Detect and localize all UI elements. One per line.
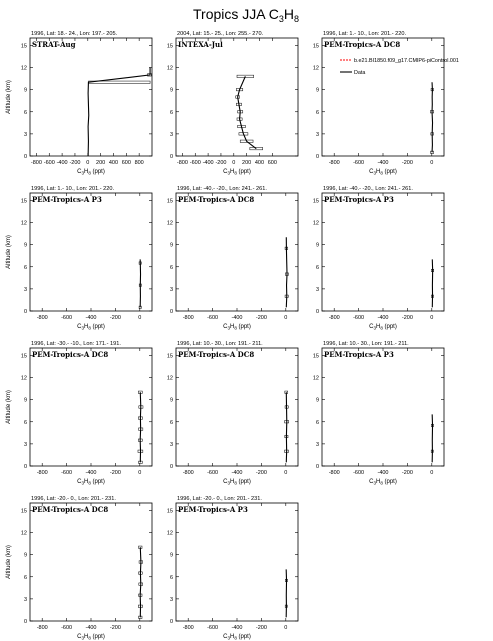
data-layer <box>431 414 433 462</box>
y-tick-label: 15 <box>166 353 173 360</box>
x-tick-label: -800 <box>182 470 194 476</box>
x-tick-label: -400 <box>377 160 389 166</box>
x-tick-label: -400 <box>231 625 243 631</box>
panel-header: 1996, Lat: -40.- -20., Lon: 241.- 261. <box>177 186 267 192</box>
data-layer <box>236 75 263 150</box>
experiment-label: PEM-Tropics-A DC8 <box>32 350 109 359</box>
experiment-label: STRAT-Aug <box>32 40 76 49</box>
x-tick-label: -600 <box>353 315 365 321</box>
y-tick-label: 3 <box>169 286 173 293</box>
chart-panel <box>167 341 298 486</box>
x-tick-label: 0 <box>430 315 434 321</box>
plot-frame <box>176 503 298 621</box>
y-tick-label: 9 <box>315 397 319 404</box>
x-axis-label-sub2: 8 <box>88 635 91 641</box>
experiment-label: PEM-Tropics-A DC8 <box>178 350 255 359</box>
x-tick-label: 200 <box>96 160 106 166</box>
x-axis-label-unit: (ppt) <box>90 169 105 175</box>
y-tick-label: 9 <box>169 87 173 94</box>
x-axis-label-unit: (ppt) <box>236 324 251 330</box>
x-tick-label: -400 <box>85 315 97 321</box>
x-tick-label: -200 <box>69 160 81 166</box>
x-tick-label: -800 <box>328 160 340 166</box>
chart-panel <box>313 341 444 486</box>
y-tick-label: 12 <box>312 65 319 72</box>
x-tick-label: -200 <box>109 625 121 631</box>
x-axis-label-sub1: 3 <box>227 170 230 176</box>
chart-panel <box>313 31 459 176</box>
chart-panel <box>167 496 298 641</box>
x-tick-label: -400 <box>56 160 68 166</box>
x-tick-label: -400 <box>85 470 97 476</box>
x-tick-label: -800 <box>36 470 48 476</box>
x-axis-label <box>223 634 251 641</box>
plot-frame <box>322 38 444 156</box>
panel-header: 2004, Lat: 15.- 25., Lon: 255.- 270. <box>177 31 264 37</box>
plot-frame <box>176 38 298 156</box>
x-axis-label-sub2: 8 <box>88 480 91 486</box>
y-tick-label: 3 <box>23 286 27 293</box>
x-axis-label-unit: (ppt) <box>236 479 251 485</box>
x-axis-label-unit: (ppt) <box>236 634 251 640</box>
y-tick-label: 0 <box>23 309 27 315</box>
experiment-label: INTEXA-Jul <box>178 40 223 49</box>
x-tick-label: -800 <box>182 625 194 631</box>
y-tick-label: 6 <box>315 109 319 116</box>
x-axis-label <box>369 324 397 331</box>
y-tick-label: 12 <box>20 65 27 72</box>
experiment-label: PEM-Tropics-A P3 <box>324 350 394 359</box>
x-axis-label-mid: H <box>229 324 235 330</box>
panel-header: 1996, Lat: -20.- 0., Lon: 201.- 231. <box>31 496 116 502</box>
y-tick-label: 15 <box>312 353 319 360</box>
x-axis-label <box>77 169 105 176</box>
y-tick-label: 3 <box>23 131 27 138</box>
y-tick-label: 0 <box>169 464 173 470</box>
figure-title-sub1: 3 <box>278 14 284 24</box>
y-tick-label: 12 <box>20 530 27 537</box>
data-series-line <box>238 76 257 148</box>
x-tick-label: -800 <box>36 625 48 631</box>
x-tick-label: 0 <box>430 470 434 476</box>
x-axis-label-mid: H <box>229 479 235 485</box>
plot-frame <box>322 193 444 311</box>
chart-panel <box>6 186 152 331</box>
x-tick-label: 800 <box>134 160 144 166</box>
y-axis-label: Altitude (km) <box>6 235 12 269</box>
y-tick-label: 6 <box>169 574 173 581</box>
x-axis-label <box>77 324 105 331</box>
chart-panel <box>167 186 298 331</box>
y-tick-label: 3 <box>315 131 319 138</box>
y-tick-label: 6 <box>169 264 173 271</box>
x-tick-label: -600 <box>207 315 219 321</box>
x-axis-label <box>223 479 251 486</box>
x-tick-label: -200 <box>401 470 413 476</box>
x-tick-label: 200 <box>242 160 252 166</box>
y-tick-label: 15 <box>20 508 27 515</box>
y-tick-label: 6 <box>315 264 319 271</box>
x-axis-label-mid: H <box>83 169 89 175</box>
panel-header: 1996, Lat: -20.- 0., Lon: 201.- 231. <box>177 496 262 502</box>
legend-model-label: b.e21.BI1850.f09_g17.CMIP6-piControl.001 <box>354 58 459 64</box>
plot-frame <box>30 38 152 156</box>
y-tick-label: 15 <box>166 43 173 50</box>
x-axis-label-main: C <box>77 479 82 485</box>
chart-panel <box>167 31 298 176</box>
x-tick-label: -800 <box>328 470 340 476</box>
data-layer <box>138 391 143 463</box>
y-tick-label: 3 <box>169 441 173 448</box>
x-axis-label-sub2: 8 <box>88 325 91 331</box>
x-tick-label: 600 <box>267 160 277 166</box>
x-tick-label: -600 <box>353 160 365 166</box>
x-axis-label-mid: H <box>229 634 235 640</box>
x-axis-label-mid: H <box>83 634 89 640</box>
data-layer <box>139 259 141 308</box>
x-axis-label-mid: H <box>229 169 235 175</box>
x-tick-label: -400 <box>202 160 214 166</box>
x-tick-label: -600 <box>207 625 219 631</box>
x-axis-label <box>77 634 105 641</box>
x-axis-label-sub1: 3 <box>227 480 230 486</box>
x-axis-label-unit: (ppt) <box>90 634 105 640</box>
x-axis-label-sub2: 8 <box>234 480 237 486</box>
x-axis-label-sub2: 8 <box>88 170 91 176</box>
y-tick-label: 9 <box>23 397 27 404</box>
panel-grid <box>6 31 459 641</box>
x-axis-label-unit: (ppt) <box>90 479 105 485</box>
x-tick-label: 0 <box>138 470 142 476</box>
y-tick-label: 6 <box>23 109 27 116</box>
x-axis-label-sub1: 3 <box>81 635 84 641</box>
x-tick-label: 400 <box>254 160 265 166</box>
x-axis-label-sub1: 3 <box>81 480 84 486</box>
y-tick-label: 15 <box>312 43 319 50</box>
y-tick-label: 3 <box>169 596 173 603</box>
x-tick-label: -400 <box>231 315 243 321</box>
data-layer <box>431 259 433 307</box>
x-tick-label: -600 <box>61 625 73 631</box>
x-tick-label: -200 <box>255 315 267 321</box>
experiment-label: PEM-Tropics-A P3 <box>178 505 248 514</box>
y-tick-label: 6 <box>23 264 27 271</box>
y-tick-label: 12 <box>166 375 173 382</box>
y-tick-label: 12 <box>312 375 319 382</box>
y-tick-label: 9 <box>23 87 27 94</box>
x-tick-label: -800 <box>30 160 42 166</box>
experiment-label: PEM-Tropics-A DC8 <box>32 505 109 514</box>
experiment-label: PEM-Tropics-A DC8 <box>178 195 255 204</box>
experiment-label: PEM-Tropics-A P3 <box>324 195 394 204</box>
x-tick-label: -200 <box>401 160 413 166</box>
x-tick-label: 0 <box>138 625 142 631</box>
x-axis-label-sub2: 8 <box>380 325 383 331</box>
x-tick-label: -800 <box>182 315 194 321</box>
x-tick-label: -200 <box>255 625 267 631</box>
y-tick-label: 3 <box>315 286 319 293</box>
x-axis-label-main: C <box>77 169 82 175</box>
x-axis-label-unit: (ppt) <box>236 169 251 175</box>
x-tick-label: -400 <box>85 625 97 631</box>
y-tick-label: 12 <box>166 530 173 537</box>
chart-panel <box>6 341 152 486</box>
x-tick-label: -200 <box>109 315 121 321</box>
data-layer <box>430 82 433 153</box>
panel-header: 1996, Lat: 10.- 30., Lon: 191.- 211. <box>323 341 409 347</box>
y-tick-label: 12 <box>20 220 27 227</box>
x-tick-label: -600 <box>207 470 219 476</box>
x-axis-label-sub1: 3 <box>373 170 376 176</box>
y-tick-label: 15 <box>20 353 27 360</box>
x-axis-label <box>77 479 105 486</box>
x-tick-label: -800 <box>36 315 48 321</box>
panel-header: 1996, Lat: -30.- -10., Lon: 171.- 191. <box>31 341 121 347</box>
data-series-line <box>88 68 150 157</box>
x-tick-label: 0 <box>284 470 288 476</box>
x-axis-label <box>369 479 397 486</box>
x-tick-label: 0 <box>86 160 90 166</box>
x-axis-label-unit: (ppt) <box>382 324 397 330</box>
x-axis-label-main: C <box>223 634 228 640</box>
figure-title-mid: H <box>283 6 294 22</box>
x-axis-label-sub2: 8 <box>234 170 237 176</box>
data-layer <box>138 546 142 618</box>
y-tick-label: 12 <box>312 220 319 227</box>
y-tick-label: 6 <box>23 419 27 426</box>
y-tick-label: 3 <box>23 596 27 603</box>
y-tick-label: 9 <box>169 397 173 404</box>
y-tick-label: 9 <box>169 552 173 559</box>
y-tick-label: 3 <box>169 131 173 138</box>
y-tick-label: 0 <box>169 309 173 315</box>
x-tick-label: -600 <box>43 160 55 166</box>
data-layer <box>285 237 288 307</box>
y-axis-label: Altitude (km) <box>6 390 12 424</box>
y-tick-label: 12 <box>20 375 27 382</box>
figure-title-sub2: 8 <box>293 14 299 24</box>
y-tick-label: 0 <box>169 154 173 160</box>
chart-panel <box>313 186 444 331</box>
x-axis-label-unit: (ppt) <box>382 169 397 175</box>
data-series-line <box>140 392 141 462</box>
y-tick-label: 15 <box>20 198 27 205</box>
y-tick-label: 0 <box>23 464 27 470</box>
legend-data-label: Data <box>354 70 366 76</box>
x-tick-label: 400 <box>108 160 119 166</box>
plot-frame <box>176 348 298 466</box>
x-tick-label: 0 <box>138 315 142 321</box>
x-tick-label: -200 <box>401 315 413 321</box>
x-tick-label: 0 <box>430 160 434 166</box>
x-axis-label-mid: H <box>83 324 89 330</box>
y-tick-label: 6 <box>315 419 319 426</box>
x-tick-label: -200 <box>215 160 227 166</box>
data-layer <box>88 68 151 157</box>
y-tick-label: 9 <box>315 242 319 249</box>
data-series-line <box>140 547 141 617</box>
x-tick-label: -600 <box>61 315 73 321</box>
x-axis-label-mid: H <box>375 479 381 485</box>
y-tick-label: 3 <box>23 441 27 448</box>
x-tick-label: -400 <box>377 470 389 476</box>
x-tick-label: -400 <box>231 470 243 476</box>
x-axis-label-mid: H <box>83 479 89 485</box>
figure-title-main: Tropics JJA C <box>193 6 279 22</box>
y-tick-label: 9 <box>315 87 319 94</box>
y-tick-label: 9 <box>23 242 27 249</box>
y-tick-label: 6 <box>169 109 173 116</box>
x-axis-label-unit: (ppt) <box>382 479 397 485</box>
y-tick-label: 0 <box>169 619 173 625</box>
x-tick-label: -600 <box>353 470 365 476</box>
x-tick-label: 0 <box>284 315 288 321</box>
x-axis-label-sub2: 8 <box>234 635 237 641</box>
x-axis-label <box>369 169 397 176</box>
data-layer <box>285 569 287 617</box>
x-axis-label-sub1: 3 <box>227 325 230 331</box>
x-tick-label: 0 <box>232 160 236 166</box>
x-axis-label-main: C <box>369 479 374 485</box>
x-tick-label: -600 <box>61 470 73 476</box>
y-tick-label: 6 <box>23 574 27 581</box>
x-axis-label-sub2: 8 <box>380 170 383 176</box>
data-layer <box>285 391 289 462</box>
x-tick-label: -200 <box>109 470 121 476</box>
panel-header: 1996, Lat: -40.- -20., Lon: 241.- 261. <box>323 186 413 192</box>
panel-header: 1996, Lat: 1.- 10., Lon: 201.- 220. <box>31 186 115 192</box>
y-tick-label: 15 <box>166 508 173 515</box>
x-axis-label-sub1: 3 <box>81 170 84 176</box>
data-series-line <box>286 237 287 307</box>
y-tick-label: 9 <box>23 552 27 559</box>
x-axis-label <box>223 169 251 176</box>
x-tick-label: -600 <box>189 160 201 166</box>
y-axis-label: Altitude (km) <box>6 80 12 114</box>
legend <box>340 58 459 76</box>
plot-frame <box>30 193 152 311</box>
y-tick-label: 0 <box>315 464 319 470</box>
x-axis-label-main: C <box>223 479 228 485</box>
x-axis-label-mid: H <box>375 169 381 175</box>
x-axis-label-sub2: 8 <box>234 325 237 331</box>
x-axis-label-main: C <box>77 324 82 330</box>
x-axis-label-sub2: 8 <box>380 480 383 486</box>
panel-header: 1996, Lat: 18.- 24., Lon: 197.- 205. <box>31 31 118 37</box>
x-tick-label: 600 <box>121 160 131 166</box>
y-tick-label: 9 <box>169 242 173 249</box>
x-axis-label-mid: H <box>375 324 381 330</box>
y-tick-label: 0 <box>315 309 319 315</box>
plot-frame <box>176 193 298 311</box>
panel-header: 1996, Lat: 10.- 30., Lon: 191.- 211. <box>177 341 263 347</box>
y-tick-label: 0 <box>315 154 319 160</box>
x-tick-label: -800 <box>328 315 340 321</box>
x-tick-label: -800 <box>176 160 188 166</box>
x-axis-label-main: C <box>223 169 228 175</box>
experiment-label: PEM-Tropics-A P3 <box>32 195 102 204</box>
y-tick-label: 0 <box>23 619 27 625</box>
y-tick-label: 6 <box>169 419 173 426</box>
y-tick-label: 3 <box>315 441 319 448</box>
x-tick-label: -200 <box>255 470 267 476</box>
experiment-label: PEM-Tropics-A DC8 <box>324 40 401 49</box>
chart-panel <box>6 496 152 641</box>
y-tick-label: 12 <box>166 220 173 227</box>
y-tick-label: 15 <box>20 43 27 50</box>
x-axis-label <box>223 324 251 331</box>
x-axis-label-main: C <box>77 634 82 640</box>
x-axis-label-sub1: 3 <box>373 325 376 331</box>
x-axis-label-unit: (ppt) <box>90 324 105 330</box>
x-axis-label-main: C <box>369 169 374 175</box>
y-tick-label: 15 <box>166 198 173 205</box>
x-axis-label-sub1: 3 <box>81 325 84 331</box>
y-tick-label: 15 <box>312 198 319 205</box>
plot-frame <box>30 348 152 466</box>
x-tick-label: -400 <box>377 315 389 321</box>
y-axis-label: Altitude (km) <box>6 545 12 579</box>
y-tick-label: 12 <box>166 65 173 72</box>
x-axis-label-sub1: 3 <box>227 635 230 641</box>
figure-title <box>193 6 299 24</box>
plot-frame <box>322 348 444 466</box>
x-tick-label: 0 <box>284 625 288 631</box>
x-axis-label-main: C <box>369 324 374 330</box>
panel-header: 1996, Lat: 1.- 10., Lon: 201.- 220. <box>323 31 407 37</box>
plot-frame <box>30 503 152 621</box>
x-axis-label-sub1: 3 <box>373 480 376 486</box>
chart-panel <box>6 31 152 176</box>
x-axis-label-main: C <box>223 324 228 330</box>
y-tick-label: 0 <box>23 154 27 160</box>
